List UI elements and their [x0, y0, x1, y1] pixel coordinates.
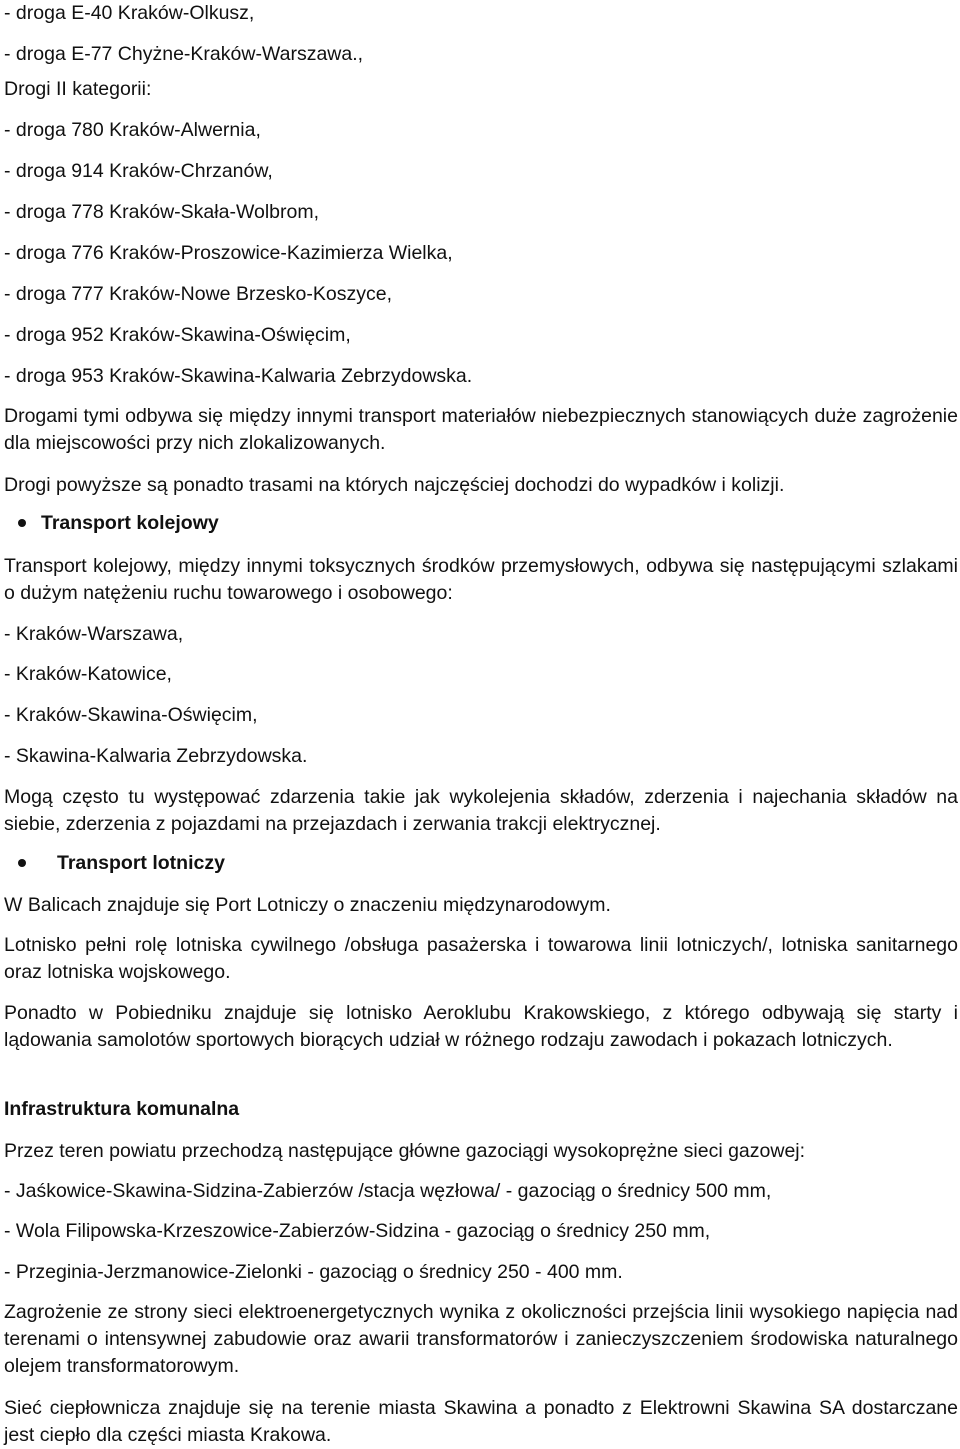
- rail-route: - Kraków-Skawina-Oświęcim,: [4, 704, 258, 726]
- air-heading: Transport lotniczy: [57, 852, 225, 874]
- rail-heading: Transport kolejowy: [41, 512, 219, 534]
- air-paragraph: W Balicach znajduje się Port Lotniczy o znaczeniu międzynarodowym.: [4, 894, 611, 916]
- rail-intro-paragraph: Transport kolejowy, między innymi toksycznych środków przemysłowych, odbywa się następującymi szlakami o dużym natężeniu ruchu towarowego i osobowego:: [4, 555, 958, 604]
- power-paragraph: Zagrożenie ze strony sieci elektroenergetycznych wynika z okoliczności przejścia linii wysokiego napięcia nad terenami o intensywnej zabudowie oraz awarii transformatorów i zanieczyszczeniem środowiska naturalnego olejem transformatorowym.: [4, 1301, 958, 1377]
- gas-intro-paragraph: Przez teren powiatu przechodzą następujące główne gazociągi wysokoprężne sieci gazowej:: [4, 1140, 806, 1162]
- road-category-label: Drogi II kategorii:: [4, 78, 152, 100]
- rail-route: - Skawina-Kalwaria Zebrzydowska.: [4, 745, 308, 767]
- bullet-icon: [18, 519, 26, 527]
- road-item: - droga E-40 Kraków-Olkusz,: [4, 2, 255, 24]
- gas-line-item: - Wola Filipowska-Krzeszowice-Zabierzów-Sidzina - gazociąg o średnicy 250 mm,: [4, 1220, 711, 1242]
- road-item: - droga E-77 Chyżne-Kraków-Warszawa.,: [4, 43, 364, 65]
- road-item: - droga 914 Kraków-Chrzanów,: [4, 160, 273, 182]
- road-item: - droga 953 Kraków-Skawina-Kalwaria Zebrzydowska.: [4, 365, 473, 387]
- roads-accident-paragraph: Drogi powyższe są ponadto trasami na których najczęściej dochodzi do wypadków i kolizji.: [4, 474, 785, 496]
- rail-route: - Kraków-Katowice,: [4, 663, 172, 685]
- air-paragraph: Ponadto w Pobiedniku znajduje się lotnisko Aeroklubu Krakowskiego, z którego odbywają się starty i lądowania samolotów sportowych biorących udział w różnego rodzaju zawodach i pokazach lotniczych.: [4, 1002, 958, 1051]
- road-item: - droga 778 Kraków-Skała-Wolbrom,: [4, 201, 320, 223]
- road-item: - droga 776 Kraków-Proszowice-Kazimierza Wielka,: [4, 242, 453, 264]
- air-paragraph: Lotnisko pełni rolę lotniska cywilnego /obsługa pasażerska i towarowa linii lotniczych/, lotniska sanitarnego oraz lotniska wojskowego.: [4, 934, 958, 983]
- road-item: - droga 780 Kraków-Alwernia,: [4, 119, 261, 141]
- gas-line-item: - Przeginia-Jerzmanowice-Zielonki - gazociąg o średnicy 250 - 400 mm.: [4, 1261, 623, 1283]
- infra-heading: Infrastruktura komunalna: [4, 1098, 240, 1120]
- roads-hazard-paragraph: Drogami tymi odbywa się między innymi transport materiałów niebezpiecznych stanowiących duże zagrożenie dla miejscowości przy nich zlokalizowanych.: [4, 405, 958, 454]
- road-item: - droga 952 Kraków-Skawina-Oświęcim,: [4, 324, 351, 346]
- road-item: - droga 777 Kraków-Nowe Brzesko-Koszyce,: [4, 283, 392, 305]
- rail-risks-paragraph: Mogą często tu występować zdarzenia takie jak wykolejenia składów, zderzenia i najechania składów na siebie, zderzenia z pojazdami na przejazdach i zerwania trakcji elektrycznej.: [4, 786, 958, 835]
- rail-route: - Kraków-Warszawa,: [4, 623, 184, 645]
- heat-paragraph: Sieć ciepłownicza znajduje się na terenie miasta Skawina a ponadto z Elektrowni Skawina SA dostarczane jest ciepło dla części miasta Krakowa.: [4, 1397, 958, 1446]
- gas-line-item: - Jaśkowice-Skawina-Sidzina-Zabierzów /stacja węzłowa/ - gazociąg o średnicy 500 mm,: [4, 1180, 772, 1202]
- bullet-icon: [18, 859, 26, 867]
